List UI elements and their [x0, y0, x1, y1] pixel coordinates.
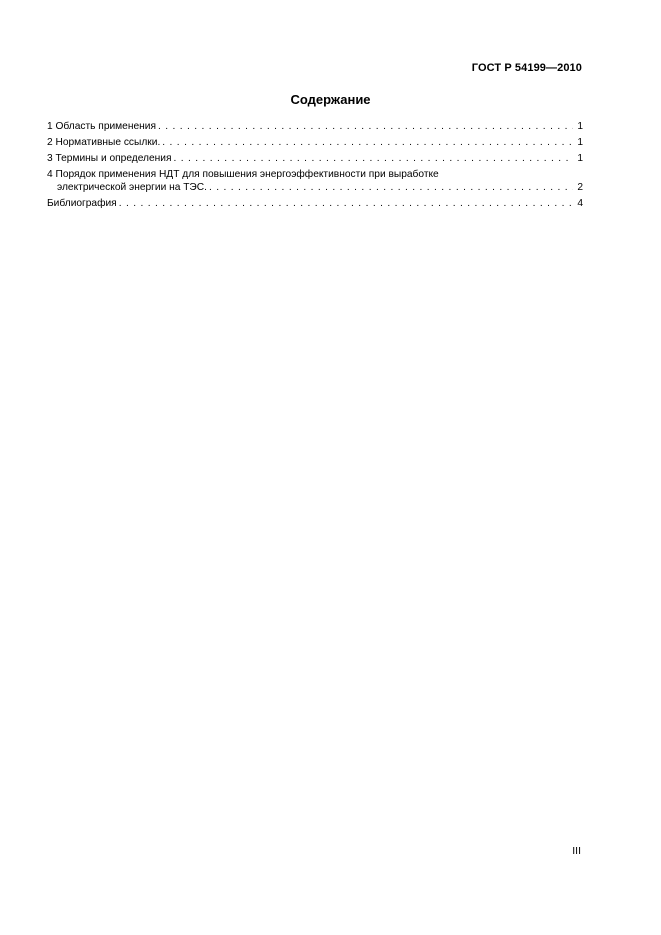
- toc-entry-label: 3 Термины и определения: [47, 153, 172, 164]
- toc-entry-scope[interactable]: [47, 120, 583, 133]
- dot-leader: [158, 120, 573, 133]
- dot-leader: [173, 152, 573, 165]
- toc-entry-bat-procedure[interactable]: [47, 168, 583, 194]
- toc-entry-label: 2 Нормативные ссылки.: [47, 137, 161, 148]
- toc-entry-page: 4: [577, 198, 583, 209]
- toc-entry-page: 1: [577, 153, 583, 164]
- toc-entry-label: Библиография: [47, 198, 117, 209]
- toc-entry-terms-and-definitions[interactable]: [47, 152, 583, 165]
- toc-entry-page: 1: [577, 137, 583, 148]
- toc-title: Содержание: [290, 92, 371, 107]
- toc-entry-bibliography[interactable]: [47, 197, 583, 210]
- dot-leader: [209, 181, 573, 194]
- toc-entry-page: 2: [577, 182, 583, 193]
- dot-leader: [162, 136, 573, 149]
- toc-entry-label-line2: электрической энергии на ТЭС.: [57, 182, 207, 193]
- table-of-contents: [47, 120, 583, 213]
- dot-leader: [119, 197, 573, 210]
- toc-entry-label: 1 Область применения: [47, 121, 156, 132]
- document-code: ГОСТ Р 54199—2010: [471, 62, 582, 74]
- page-number: III: [572, 845, 581, 857]
- toc-entry-page: 1: [577, 121, 583, 132]
- toc-entry-normative-references[interactable]: [47, 136, 583, 149]
- toc-entry-label-line1: 4 Порядок применения НДТ для повышения энергоэффективности при выработке: [47, 169, 439, 180]
